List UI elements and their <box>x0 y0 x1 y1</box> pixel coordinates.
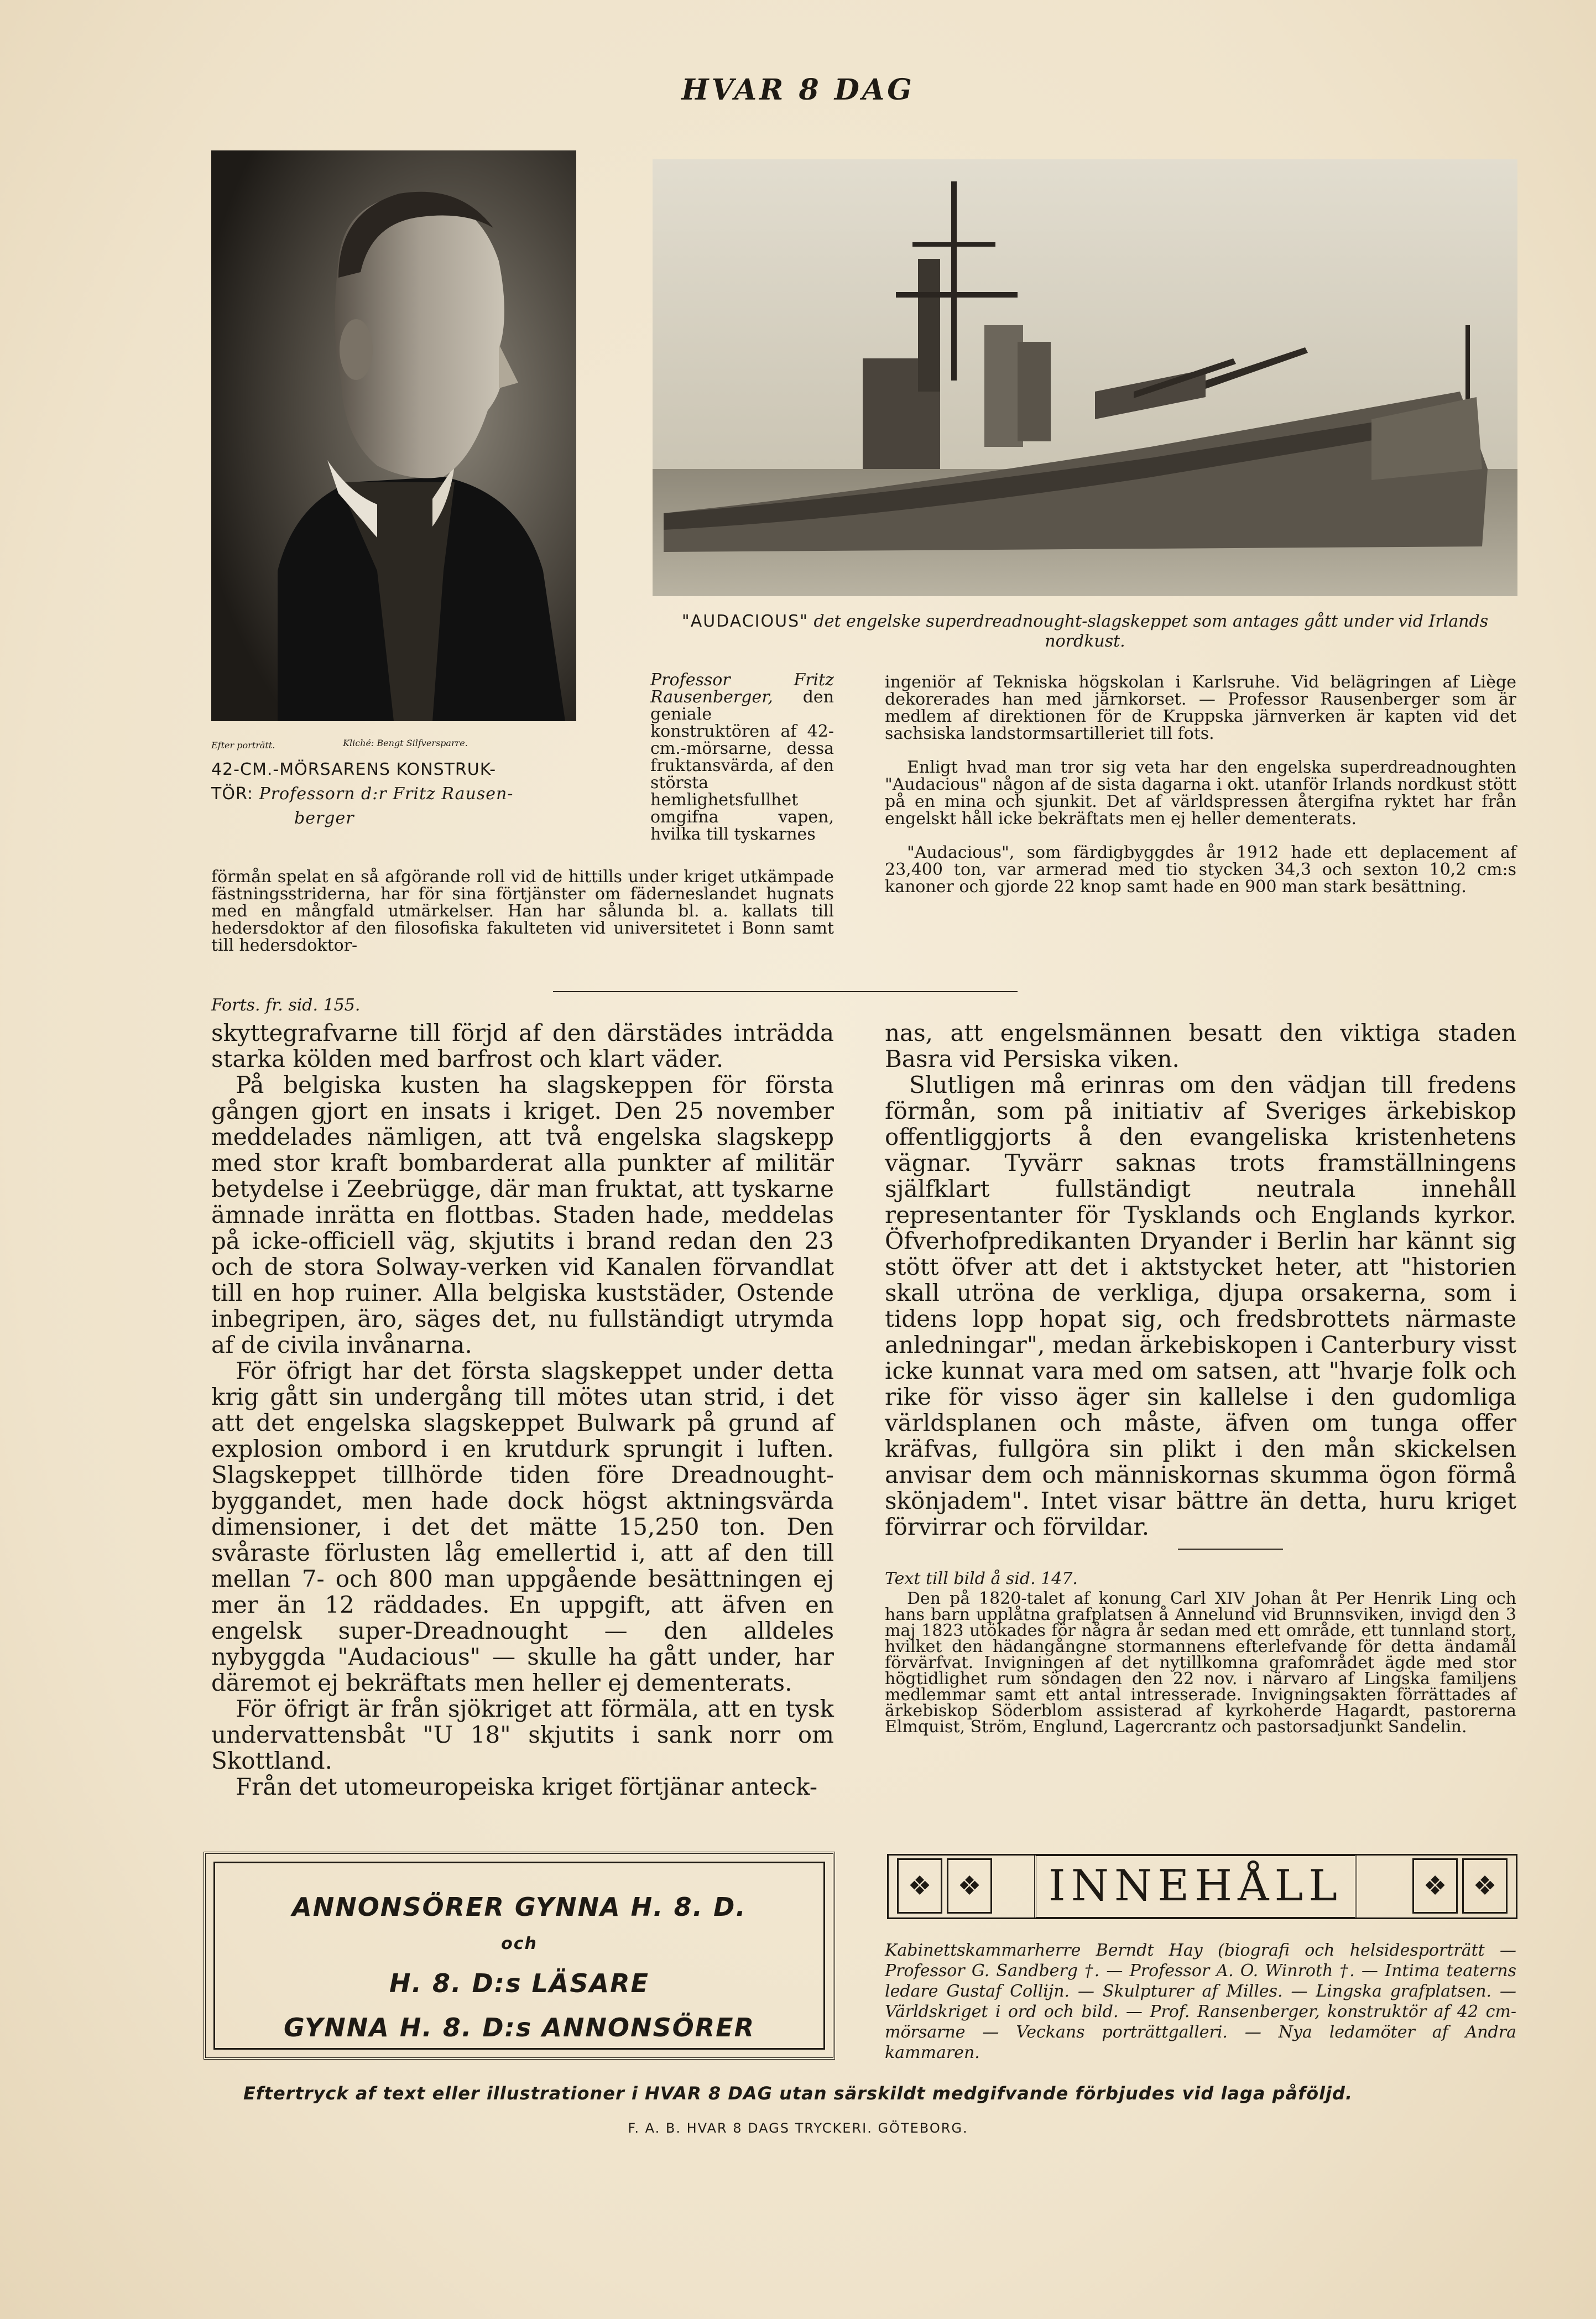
contents-title: INNEHÅLL <box>1034 1854 1357 1919</box>
portrait-caption-prefix: TÖR: <box>211 784 259 804</box>
war-news-left-column <box>211 1020 834 1800</box>
portrait-photo <box>211 150 576 721</box>
reprint-notice: Eftertryck af text eller illustrationer i HVAR 8 DAG utan särskildt medgifvande förbjudes vid laga påföljd. <box>243 2083 1353 2104</box>
portrait-caption-name: Professorn d:r Fritz Rausen- <box>259 784 514 804</box>
ornament-icon: ❖ <box>1412 1858 1458 1914</box>
professor-continued <box>211 868 834 954</box>
picture-text-body: Den på 1820-talet af konung Carl XIV Johan åt Per Henrik Ling och hans barn upplåtna grafplatsen å Annelund vid Brunnsviken, invigd den 3 maj 1823 utökades för några år sedan med ett område, ett tunnland stort, hvilket den hädangångne stormannens efterlefvande för detta ändamål förvärfvat. Invigningen af det nytillkomna grafområdet ägde med stor högtidlighet rum söndagen den 22 nov. i närvaro af Lingska familjens medlemmar samt ett antal intresserade. Invigningsakten förrättades af ärkebiskop Söderblom assisterad af kyrkoherde Hagardt, pastorerna Elmquist, Ström, Englund, Lagercrantz och pastorsadjunkt Sandelin. <box>885 1589 1516 1737</box>
portrait-credit-left: Efter porträtt. <box>211 740 275 751</box>
advertisement-line-3: GYNNA H. 8. D:s ANNONSÖRER <box>284 2013 755 2042</box>
portrait-credit-right: Kliché: Bengt Silfversparre. <box>343 738 468 748</box>
advertisement-box <box>204 1852 835 2060</box>
war-news-paragraph-7: Slutligen må erinras om den vädjan till fredens förmån, som på initiativ af Sveriges ärkebiskop offentliggjorts å den evangeliska kristenhetens vägnar. Tyvärr saknas trots framställningens själfklart fullständigt neutrala innehåll representanter för Tysklands och Englands kyrkor. Öfverhofpredikanten Dryander i Berlin har kännt sig stött öfver att det i aktstycket heter, att "historien skall utröna de verkliga, djupa orsakerna, som i tidens lopp hopat sig, och fredsbrottets närmaste anledningar", medan ärkebiskopen i Canterbury visst icke kunnat vara med om satsen, att "hvarje folk och rike för visso äger sin kallelse i den gudomliga världsplanen och måste, äfven om tunga offer kräfvas, fullgöra sin plikt i den mån skickelsen anvisar dem och människornas skumma ögon förmå skönjadem". Intet visar bättre än detta, huru kriget förvirrar och förvildar. <box>885 1071 1516 1540</box>
picture-text <box>885 1570 1516 1735</box>
picture-text-heading: Text till bild å sid. 147. <box>885 1569 1078 1588</box>
running-head: HVAR 8 DAG <box>681 73 915 107</box>
advertisement-line-2: H. 8. D:s LÄSARE <box>389 1968 649 1998</box>
contents-header <box>887 1854 1517 1919</box>
professor-intro-name: Professor Fritz Rausenberger, <box>650 670 834 707</box>
ship-caption-name: "AUDACIOUS" <box>681 612 809 631</box>
portrait-caption <box>211 758 581 831</box>
advertisement-och: och <box>501 1934 538 1953</box>
printer-imprint: F. A. B. HVAR 8 DAGS TRYCKERI. GÖTEBORG. <box>628 2120 968 2136</box>
audacious-paragraph-1: ingeniör af Tekniska högskolan i Karlsruhe. Vid belägringen af Liège dekorerades han med järnkorset. — Professor Rausenberger som är medlem af direktionen för de Kruppska järnverken är kapten vid det sachsiska landstormsartilleriet till fots. <box>885 673 1516 743</box>
portrait-illustration <box>211 150 576 721</box>
portrait-caption-line2 <box>211 782 581 806</box>
professor-intro <box>650 671 834 843</box>
ship-photo <box>653 159 1517 596</box>
portrait-caption-line3: berger <box>294 809 354 828</box>
continued-from-note: Forts. fr. sid. 155. <box>211 996 361 1015</box>
contents-list: Kabinettskammarherre Berndt Hay (biografi och helsidesporträtt — Professor G. Sandberg †. — Professor A. O. Winroth †. — Intima teaterns ledare Gustaf Collijn. — Skulpturer af Milles. — Lingska grafplatsen. — Världskriget i ord och bild. — Prof. Ransenberger, konstruktör af 42 cm-mörsarne — Veckans porträttgalleri. — Nya ledamöter af Andra kammaren. <box>885 1941 1516 2062</box>
war-news-paragraph-5: Från det utomeuropeiska kriget förtjänar anteck- <box>236 1773 818 1800</box>
section-divider <box>553 991 1018 992</box>
ornament-icon: ❖ <box>1462 1858 1508 1914</box>
advertisement-line-1: ANNONSÖRER GYNNA H. 8. D. <box>292 1892 747 1922</box>
war-news-paragraph-1: skyttegrafvarne till förjd af den därstädes inträdda starka kölden med barfrost och klart väder. <box>211 1019 834 1072</box>
ornament-icon: ❖ <box>947 1858 992 1914</box>
audacious-article <box>885 674 1516 895</box>
advertisement-inner-frame <box>213 1862 825 2050</box>
audacious-paragraph-3: "Audacious", som färdigbyggdes år 1912 hade ett deplacement af 23,400 ton, var armerad med tio stycken 34,3 och sexton 10,2 cm:s kanoner och gjorde 22 knop samt hade en 900 man stark besättning. <box>885 843 1516 897</box>
war-news-paragraph-4: För öfrigt är från sjökriget att förmäla, att en tysk undervattensbåt "U 18" skjutits i sank norr om Skottland. <box>211 1695 834 1774</box>
ship-caption <box>653 612 1517 652</box>
ship-caption-text: det engelske superdreadnought-slagskeppet som antages gått under vid Irlands nordkust. <box>808 612 1489 651</box>
ornament-icon: ❖ <box>897 1858 942 1914</box>
war-news-paragraph-2: På belgiska kusten ha slagskeppen för första gången gjort en insats i kriget. Den 25 november meddelades nämligen, att två engelska slagskepp med stor kraft bombarderat alla punkter af militär betydelse i Zeebrügge, där man fruktat, att tyskarne ämnade inrätta en flottbas. Staden hade, meddelas på icke-officiell väg, skjutits i brand redan den 23 och de stora Solway-verken vid Kanalen förvandlat till en hop ruiner. Alla belgiska kuststäder, Ostende inbegripen, äro, säges det, nu fullständigt utrymda af de civila invånarna. <box>211 1071 834 1358</box>
audacious-paragraph-2: Enligt hvad man tror sig veta har den engelska superdreadnoughten "Audacious" någon af de sista dagarna i okt. utanför Irlands nordkust stött på en mina och sjunkit. Det af världspressen återgifna ryktet har från engelskt håll icke bekräftats men ej heller dementerats. <box>885 758 1516 828</box>
battleship-illustration <box>653 159 1517 596</box>
war-news-right-column <box>885 1020 1516 1540</box>
column-divider <box>1178 1549 1283 1550</box>
professor-continued-text: förmån spelat en så afgörande roll vid de hittills under kriget utkämpade fästningsstriderna, har för sina förtjänster om fäderneslandet hugnats med en mångfald utmärkelser. Han har sålunda bl. a. kallats till hedersdoktor af den filosofiska fakulteten vid universitetet i Bonn samt till hedersdoktor- <box>211 867 834 955</box>
war-news-paragraph-3: För öfrigt har det första slagskeppet under detta krig gått sin undergång till mötes utan strid, i det att det engelska slagskeppet Bulwark på grund af explosion ombord i en krutdurk sprungit i luften. Slagskeppet tillhörde tiden före Dreadnought-byggandet, men hade dock högst aktningsvärda dimensioner, i det det mätte 15,250 ton. Den svåraste förlusten låg emellertid i, att af den till mellan 7- och 800 man uppgående besättningen ej mer än 12 räddades. En uppgift, att äfven en engelsk super-Dreadnought — den alldeles nybyggda "Audacious" — skulle ha gått under, har däremot ej bekräftats men heller ej dementerats. <box>211 1357 834 1696</box>
portrait-caption-line1: 42-CM.-MÖRSARENS KONSTRUK- <box>211 760 497 779</box>
war-news-paragraph-6: nas, att engelsmännen besatt den viktiga staden Basra vid Persiska viken. <box>885 1019 1516 1072</box>
professor-intro-text: den geniale konstruktören af 42-cm.-mörsarne, dessa fruktansvärda, af den största hemlighetsfullhet omgifna vapen, hvilka till tyskarnes <box>650 687 834 844</box>
